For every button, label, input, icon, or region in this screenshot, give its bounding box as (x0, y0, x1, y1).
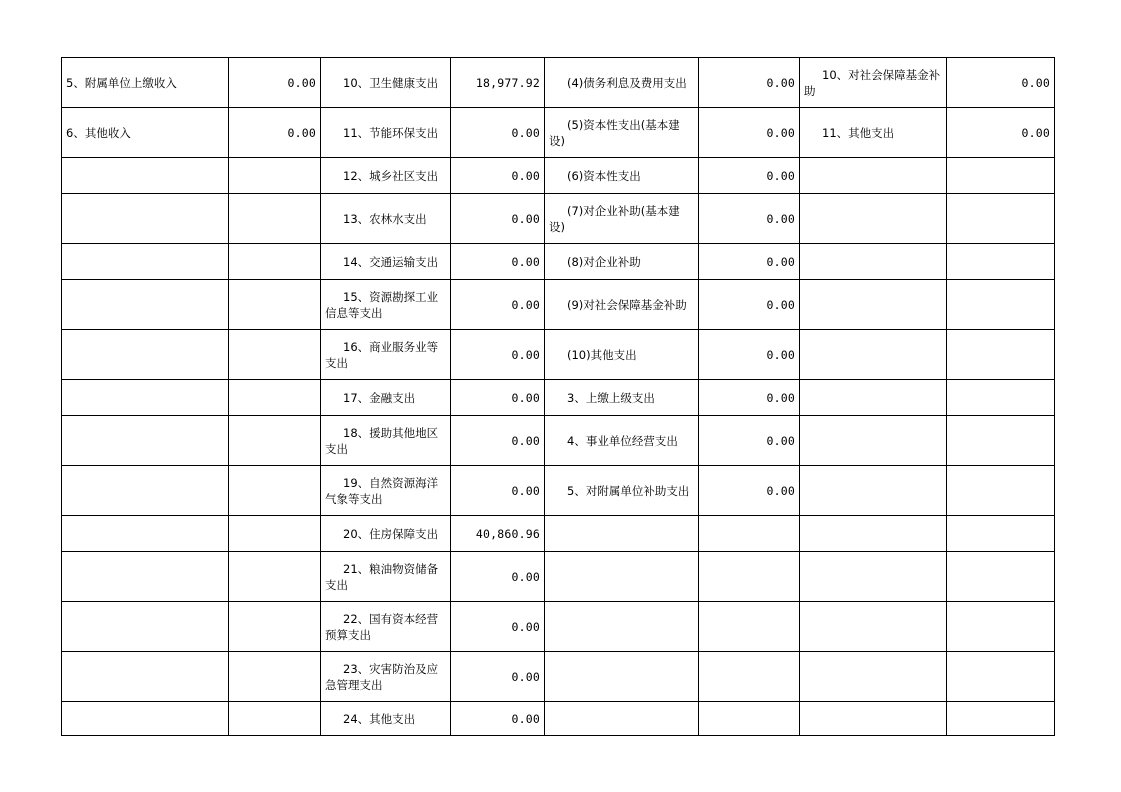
income-item (62, 244, 229, 280)
other-item (800, 280, 947, 330)
income-amount (229, 158, 321, 194)
table-row (62, 58, 1055, 108)
econ-amount: 0.00 (699, 58, 800, 108)
income-item (62, 466, 229, 516)
expense-amount: 0.00 (451, 652, 545, 702)
econ-amount: 0.00 (699, 330, 800, 380)
econ-amount: 0.00 (699, 466, 800, 516)
income-item: 5、附属单位上缴收入 (62, 58, 229, 108)
other-amount (947, 158, 1055, 194)
other-item (800, 466, 947, 516)
income-item (62, 652, 229, 702)
other-amount (947, 380, 1055, 416)
income-amount: 0.00 (229, 108, 321, 158)
expense-amount: 0.00 (451, 330, 545, 380)
expense-item: 18、援助其他地区支出 (321, 416, 451, 466)
income-amount (229, 416, 321, 466)
income-item (62, 416, 229, 466)
expense-amount: 0.00 (451, 280, 545, 330)
income-amount (229, 652, 321, 702)
expense-item: 22、国有资本经营预算支出 (321, 602, 451, 652)
expense-item: 20、住房保障支出 (321, 516, 451, 552)
expense-amount: 18,977.92 (451, 58, 545, 108)
income-item (62, 552, 229, 602)
table-row (62, 194, 1055, 244)
other-amount (947, 516, 1055, 552)
income-amount (229, 244, 321, 280)
income-item (62, 602, 229, 652)
econ-item (545, 652, 699, 702)
income-amount (229, 466, 321, 516)
expense-item: 15、资源勘探工业信息等支出 (321, 280, 451, 330)
other-item (800, 602, 947, 652)
other-item (800, 330, 947, 380)
other-amount (947, 330, 1055, 380)
other-amount: 0.00 (947, 58, 1055, 108)
expense-amount: 0.00 (451, 466, 545, 516)
expense-item: 17、金融支出 (321, 380, 451, 416)
other-item (800, 416, 947, 466)
table-row (62, 702, 1055, 736)
other-amount (947, 652, 1055, 702)
other-item (800, 552, 947, 602)
other-item (800, 244, 947, 280)
expense-item: 13、农林水支出 (321, 194, 451, 244)
econ-item: 3、上缴上级支出 (545, 380, 699, 416)
other-amount (947, 466, 1055, 516)
other-item (800, 516, 947, 552)
expense-amount: 0.00 (451, 416, 545, 466)
income-item (62, 280, 229, 330)
other-item (800, 194, 947, 244)
econ-item (545, 602, 699, 652)
econ-amount (699, 516, 800, 552)
income-amount (229, 516, 321, 552)
table-row (62, 380, 1055, 416)
expense-item: 10、卫生健康支出 (321, 58, 451, 108)
other-amount (947, 602, 1055, 652)
table-row (62, 466, 1055, 516)
other-amount (947, 552, 1055, 602)
income-item: 6、其他收入 (62, 108, 229, 158)
econ-amount: 0.00 (699, 158, 800, 194)
expense-amount: 0.00 (451, 158, 545, 194)
other-item (800, 652, 947, 702)
econ-amount: 0.00 (699, 380, 800, 416)
expense-item: 24、其他支出 (321, 702, 451, 736)
econ-item: 5、对附属单位补助支出 (545, 466, 699, 516)
other-item (800, 380, 947, 416)
table-row (62, 416, 1055, 466)
econ-item: (10)其他支出 (545, 330, 699, 380)
econ-amount: 0.00 (699, 194, 800, 244)
econ-item: (7)对企业补助(基本建设) (545, 194, 699, 244)
table-row (62, 516, 1055, 552)
income-item (62, 330, 229, 380)
expense-amount: 0.00 (451, 380, 545, 416)
econ-amount: 0.00 (699, 416, 800, 466)
income-item (62, 158, 229, 194)
other-item (800, 158, 947, 194)
expense-amount: 40,860.96 (451, 516, 545, 552)
econ-amount (699, 552, 800, 602)
other-amount: 0.00 (947, 108, 1055, 158)
income-item (62, 702, 229, 736)
income-item (62, 516, 229, 552)
income-item (62, 194, 229, 244)
expense-item: 11、节能环保支出 (321, 108, 451, 158)
expense-amount: 0.00 (451, 552, 545, 602)
other-amount (947, 280, 1055, 330)
econ-item: (4)债务利息及费用支出 (545, 58, 699, 108)
income-amount (229, 602, 321, 652)
other-amount (947, 194, 1055, 244)
econ-amount: 0.00 (699, 244, 800, 280)
econ-item (545, 516, 699, 552)
other-item (800, 702, 947, 736)
table-row (62, 280, 1055, 330)
income-amount (229, 380, 321, 416)
other-amount (947, 702, 1055, 736)
econ-item: (9)对社会保障基金补助 (545, 280, 699, 330)
econ-amount (699, 652, 800, 702)
other-item: 11、其他支出 (800, 108, 947, 158)
econ-amount (699, 602, 800, 652)
income-item (62, 380, 229, 416)
expense-item: 16、商业服务业等支出 (321, 330, 451, 380)
income-amount (229, 552, 321, 602)
income-amount (229, 194, 321, 244)
econ-amount: 0.00 (699, 280, 800, 330)
expense-item: 21、粮油物资储备支出 (321, 552, 451, 602)
econ-amount: 0.00 (699, 108, 800, 158)
table-row (62, 602, 1055, 652)
econ-item: 4、事业单位经营支出 (545, 416, 699, 466)
other-item: 10、对社会保障基金补助 (800, 58, 947, 108)
expense-amount: 0.00 (451, 108, 545, 158)
table-row (62, 330, 1055, 380)
income-amount (229, 280, 321, 330)
expense-amount: 0.00 (451, 602, 545, 652)
table-row (62, 158, 1055, 194)
econ-item: (8)对企业补助 (545, 244, 699, 280)
income-amount: 0.00 (229, 58, 321, 108)
expense-item: 19、自然资源海洋气象等支出 (321, 466, 451, 516)
table-row (62, 244, 1055, 280)
econ-item: (5)资本性支出(基本建设) (545, 108, 699, 158)
econ-item (545, 702, 699, 736)
income-amount (229, 330, 321, 380)
table-row (62, 652, 1055, 702)
table-row (62, 108, 1055, 158)
expense-amount: 0.00 (451, 702, 545, 736)
other-amount (947, 244, 1055, 280)
expense-amount: 0.00 (451, 244, 545, 280)
expense-amount: 0.00 (451, 194, 545, 244)
econ-item: (6)资本性支出 (545, 158, 699, 194)
expense-item: 14、交通运输支出 (321, 244, 451, 280)
expense-item: 12、城乡社区支出 (321, 158, 451, 194)
budget-table (61, 57, 1055, 736)
table-row (62, 552, 1055, 602)
table-body (62, 58, 1055, 736)
income-amount (229, 702, 321, 736)
other-amount (947, 416, 1055, 466)
econ-item (545, 552, 699, 602)
econ-amount (699, 702, 800, 736)
expense-item: 23、灾害防治及应急管理支出 (321, 652, 451, 702)
